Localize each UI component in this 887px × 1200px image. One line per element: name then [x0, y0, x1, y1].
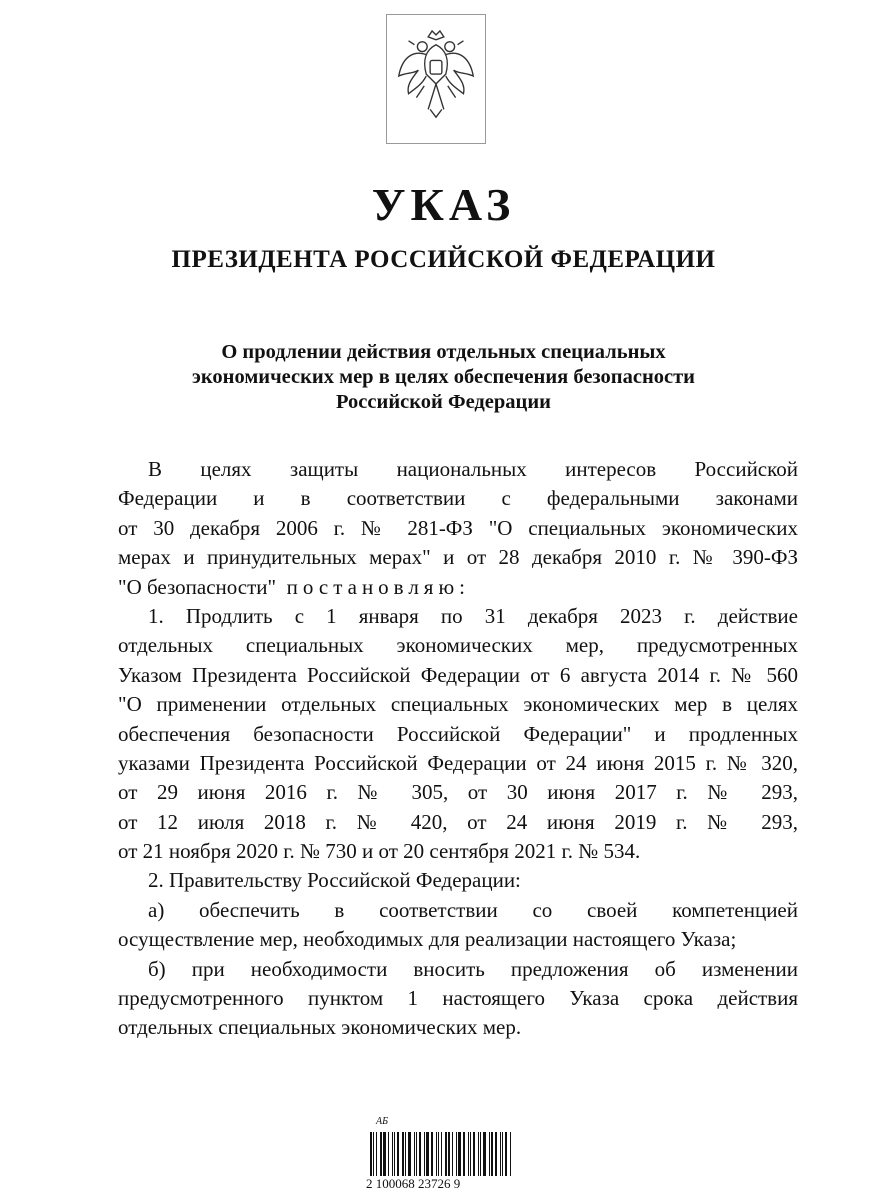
body-line: указами Президента Российской Федерации от 24 июня 2015 г. № 320, — [118, 750, 798, 775]
barcode-bars — [370, 1132, 512, 1176]
body-line: Федерации и в соответствии с федеральными законами — [118, 486, 798, 511]
barcode-bar — [394, 1132, 395, 1176]
barcode-bar — [376, 1132, 377, 1176]
barcode-bar — [383, 1132, 386, 1176]
body-line: от 30 декабря 2006 г. № 281-ФЗ "О специальных экономических — [118, 515, 798, 540]
barcode-number: 2 100068 23726 9 — [366, 1176, 461, 1191]
barcode-bar — [448, 1132, 450, 1176]
barcode-bar — [436, 1132, 437, 1176]
body-line: от 29 июня 2016 г. № 305, от 30 июня 2017 г. № 293, — [118, 780, 798, 805]
barcode-bar — [380, 1132, 382, 1176]
barcode-bar — [500, 1132, 501, 1176]
barcode-bar — [392, 1132, 393, 1176]
barcode-bar — [478, 1132, 479, 1176]
body-line: отдельных специальных экономических мер, предусмотренных — [118, 633, 798, 658]
body-line: "О применении отдельных специальных экономических мер в целях — [118, 692, 798, 717]
barcode-bar — [458, 1132, 461, 1176]
title-line: Российской Федерации — [336, 391, 551, 413]
barcode-bar — [405, 1132, 406, 1176]
body-line: б) при необходимости вносить предложения об изменении — [148, 956, 798, 981]
barcode-bar — [373, 1132, 374, 1176]
barcode-bar — [414, 1132, 415, 1176]
barcode-bar — [388, 1132, 389, 1176]
document-title — [0, 340, 887, 415]
barcode-bar — [495, 1132, 497, 1176]
body-line: от 21 ноября 2020 г. № 730 и от 20 сентября 2021 г. № 534. — [118, 839, 641, 864]
barcode-bar — [424, 1132, 425, 1176]
barcode-bar — [452, 1132, 453, 1176]
barcode-bar — [445, 1132, 447, 1176]
barcode-bar — [426, 1132, 429, 1176]
body-line — [118, 573, 798, 602]
barcode — [366, 1112, 476, 1192]
body-line: отдельных специальных экономических мер. — [118, 1015, 522, 1040]
body-line: от 12 июля 2018 г. № 420, от 24 июня 2019 г. № 293, — [118, 809, 798, 834]
body-line: мерах и принудительных мерах" и от 28 декабря 2010 г. № 390-ФЗ — [118, 545, 798, 570]
barcode-bar — [419, 1132, 421, 1176]
barcode-bar — [431, 1132, 433, 1176]
barcode-bar — [397, 1132, 399, 1176]
body-line: 2. Правительству Российской Федерации: — [148, 868, 521, 893]
barcode-bar — [408, 1132, 411, 1176]
barcode-bar — [489, 1132, 490, 1176]
document-body — [118, 455, 798, 1043]
barcode-bar — [370, 1132, 372, 1176]
body-line: а) обеспечить в соответствии со своей компетенцией — [148, 897, 798, 922]
double-headed-eagle-icon — [387, 15, 485, 143]
barcode-bar — [438, 1132, 439, 1176]
barcode-bar — [502, 1132, 503, 1176]
coat-of-arms-emblem — [386, 14, 486, 144]
barcode-mark: АБ — [376, 1116, 389, 1127]
body-line: обеспечения безопасности Российской Федерации" и продленных — [118, 721, 798, 746]
body-line: предусмотренного пунктом 1 настоящего Указа срока действия — [118, 986, 798, 1011]
barcode-bar — [468, 1132, 469, 1176]
barcode-bar — [463, 1132, 465, 1176]
issuer-heading: ПРЕЗИДЕНТА РОССИЙСКОЙ ФЕДЕРАЦИИ — [171, 246, 716, 273]
body-line: 1. Продлить с 1 января по 31 декабря 2023 г. действие — [148, 603, 798, 628]
barcode-bar — [473, 1132, 475, 1176]
title-line: О продлении действия отдельных специальных — [221, 341, 666, 363]
title-line: экономических мер в целях обеспечения безопасности — [192, 366, 695, 388]
body-text: "О безопасности" — [118, 574, 277, 599]
body-line: В целях защиты национальных интересов Российской — [148, 457, 798, 481]
barcode-bar — [441, 1132, 442, 1176]
barcode-bar — [480, 1132, 481, 1176]
barcode-bar — [483, 1132, 486, 1176]
barcode-bar — [470, 1132, 471, 1176]
decree-word: постановляю: — [286, 574, 470, 599]
barcode-bar — [456, 1132, 457, 1176]
body-line: Указом Президента Российской Федерации от 6 августа 2014 г. № 560 — [118, 662, 798, 687]
barcode-bar — [510, 1132, 511, 1176]
body-line: осуществление мер, необходимых для реализации настоящего Указа; — [118, 927, 737, 952]
barcode-bar — [416, 1132, 417, 1176]
barcode-bar — [491, 1132, 493, 1176]
document-type-heading: УКАЗ — [371, 179, 516, 230]
barcode-bar — [505, 1132, 507, 1176]
barcode-bar — [402, 1132, 404, 1176]
